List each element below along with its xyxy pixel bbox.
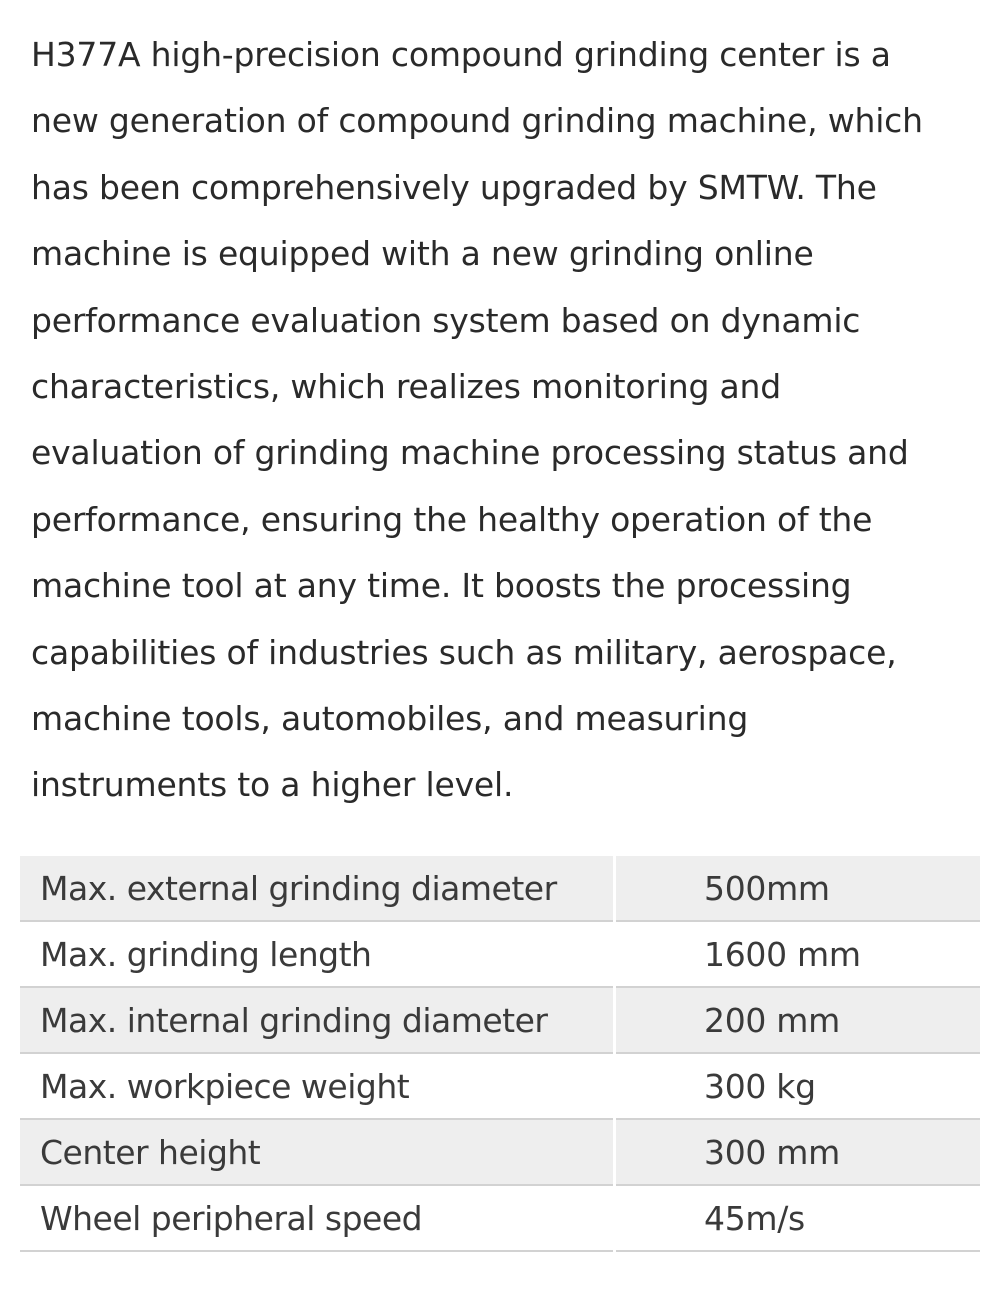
- description-line: characteristics, which realizes monitoring and: [31, 367, 781, 407]
- description-line: machine tool at any time. It boosts the processing: [31, 566, 852, 606]
- description-line: performance evaluation system based on dynamic: [31, 300, 861, 340]
- table-row: [20, 1119, 980, 1185]
- table-row: [20, 1185, 980, 1251]
- table-row: [20, 1053, 980, 1119]
- spec-value: 300 kg: [615, 1053, 981, 1119]
- spec-parameter: Wheel peripheral speed: [20, 1185, 615, 1251]
- description-line: capabilities of industries such as military, aerospace,: [31, 632, 897, 672]
- table-row: [20, 987, 980, 1053]
- spec-value: 1600 mm: [615, 921, 981, 987]
- table-row: [20, 921, 980, 987]
- table-row: [20, 856, 980, 921]
- spec-parameter: Max. external grinding diameter: [20, 856, 615, 921]
- description-line: performance, ensuring the healthy operation of the: [31, 499, 873, 539]
- description-line: has been comprehensively upgraded by SMTW. The: [31, 167, 877, 207]
- specifications-table: [20, 856, 980, 1252]
- spec-value: 200 mm: [615, 987, 981, 1053]
- spec-value: 500mm: [615, 856, 981, 921]
- description-line: machine is equipped with a new grinding online: [31, 234, 814, 274]
- spec-value: 300 mm: [615, 1119, 981, 1185]
- description-line: instruments to a higher level.: [31, 765, 514, 805]
- description-line: H377A high-precision compound grinding center is a: [31, 35, 891, 74]
- spec-parameter: Center height: [20, 1119, 615, 1185]
- spec-parameter: Max. internal grinding diameter: [20, 987, 615, 1053]
- spec-parameter: Max. workpiece weight: [20, 1053, 615, 1119]
- description-line: evaluation of grinding machine processing status and: [31, 433, 909, 473]
- spec-value: 45m/s: [615, 1185, 981, 1251]
- spec-parameter: Max. grinding length: [20, 921, 615, 987]
- description-line: new generation of compound grinding machine, which: [31, 101, 923, 141]
- product-description: [31, 22, 991, 819]
- description-line: machine tools, automobiles, and measuring: [31, 699, 749, 739]
